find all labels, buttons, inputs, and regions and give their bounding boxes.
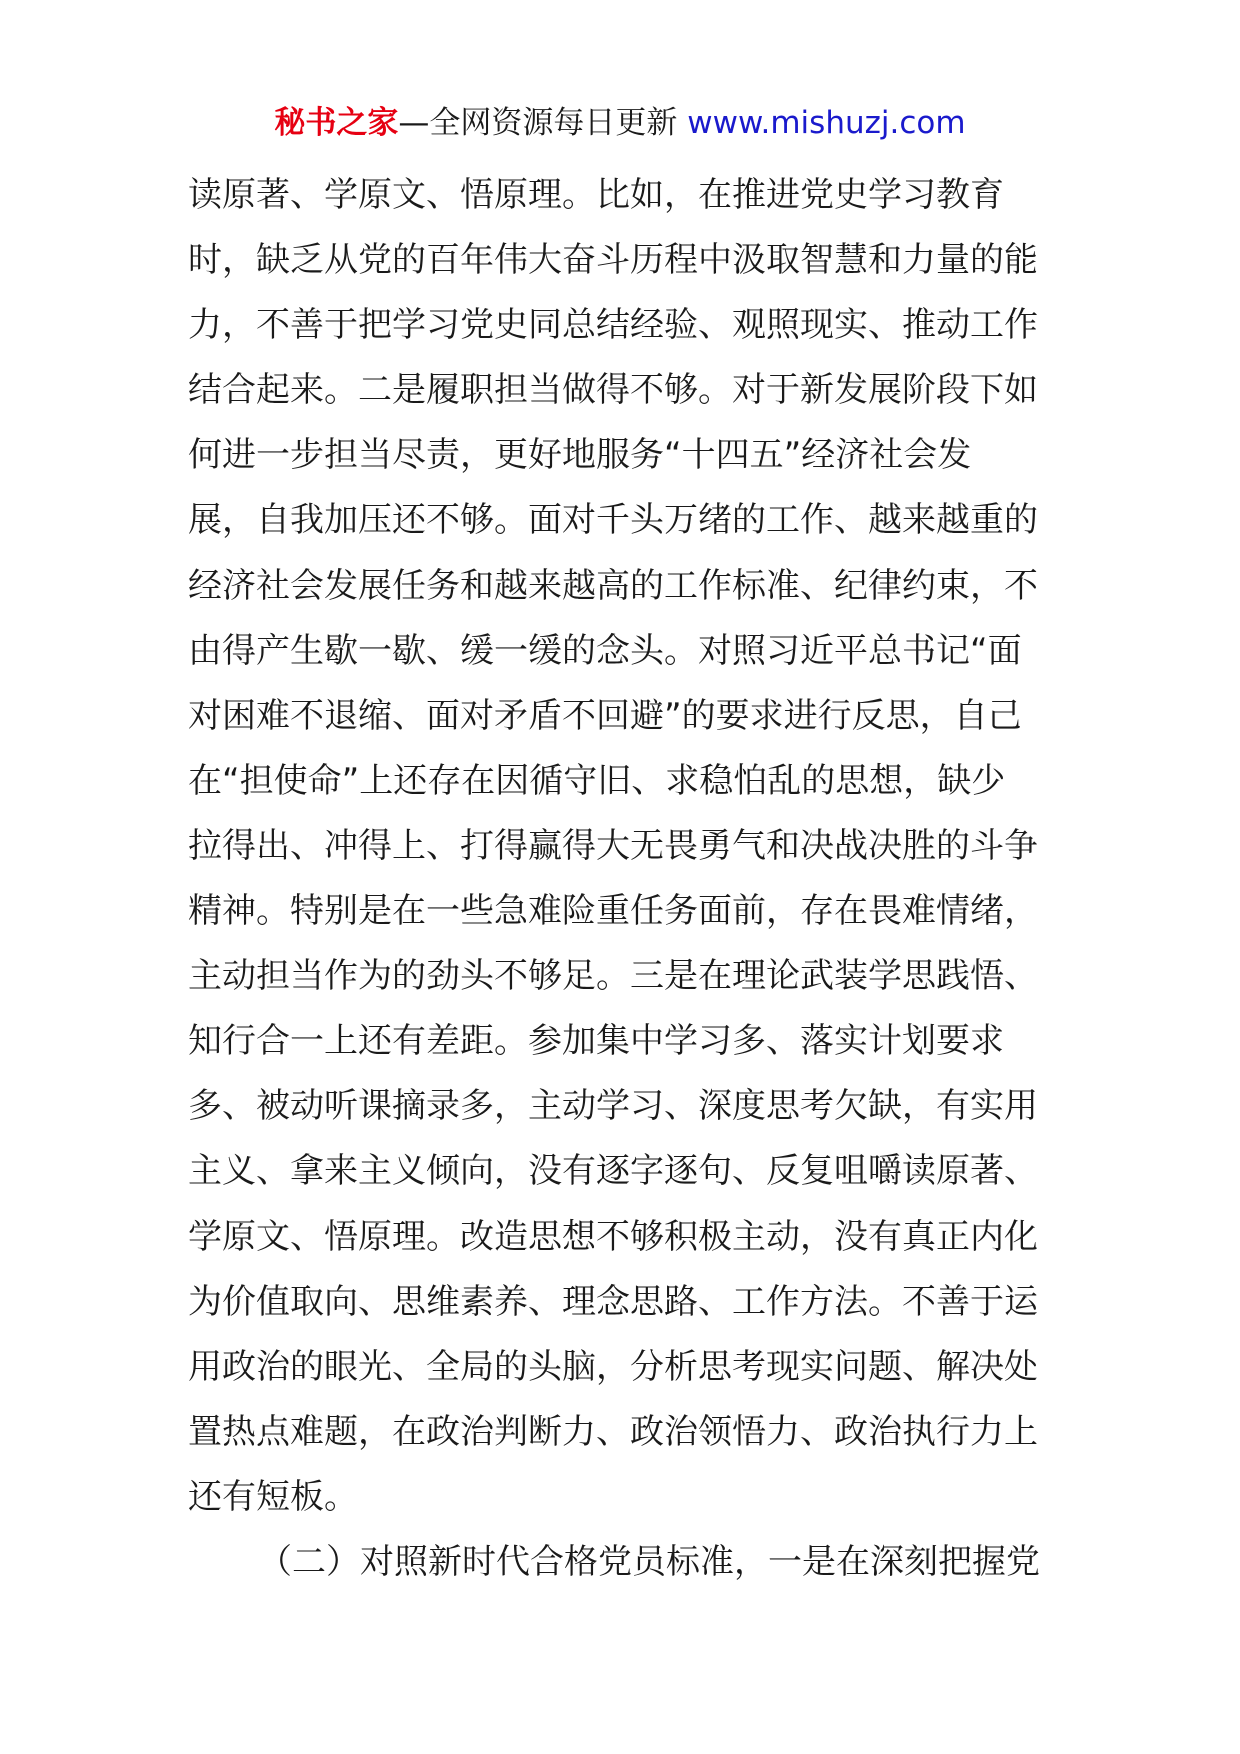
body-line: 对困难不退缩、面对矛盾不回避”的要求进行反思，自己 (188, 695, 1022, 736)
body-line: 为价值取向、思维素养、理念思路、工作方法。不善于运 (188, 1281, 1038, 1322)
body-line: 多、被动听课摘录多，主动学习、深度思考欠缺，有实用 (188, 1086, 1038, 1127)
body-line: 拉得出、冲得上、打得赢得大无畏勇气和决战决胜的斗争 (188, 825, 1038, 866)
body-line: 展，自我加压还不够。面对千头万绪的工作、越来越重的 (188, 500, 1038, 541)
body-line: 精神。特别是在一些急难险重任务面前，存在畏难情绪， (188, 891, 1038, 932)
body-line: 学原文、悟原理。改造思想不够积极主动，没有真正内化 (188, 1216, 1038, 1257)
body-line: 还有短板。 (188, 1476, 358, 1517)
body-line: 置热点难题，在政治判断力、政治领悟力、政治执行力上 (188, 1411, 1038, 1452)
body-line: 主动担当作为的劲头不够足。三是在理论武装学思践悟、 (188, 956, 1038, 997)
body-line: 力，不善于把学习党史同总结经验、观照现实、推动工作 (188, 305, 1038, 346)
body-line: 用政治的眼光、全局的头脑，分析思考现实问题、解决处 (188, 1346, 1038, 1387)
body-line: 何进一步担当尽责，更好地服务“十四五”经济社会发 (188, 435, 972, 476)
body-line: 主义、拿来主义倾向，没有逐字逐句、反复咀嚼读原著、 (188, 1151, 1038, 1192)
site-url-link[interactable]: www.mishuzj.com (687, 105, 966, 141)
body-line: 结合起来。二是履职担当做得不够。对于新发展阶段下如 (188, 370, 1038, 411)
document-body (188, 163, 1058, 1595)
body-line: 由得产生歇一歇、缓一缓的念头。对照习近平总书记“面 (188, 630, 1022, 671)
body-line: 在“担使命”上还存在因循守旧、求稳怕乱的思想，缺少 (188, 760, 1006, 801)
header-tagline: —全网资源每日更新 (398, 105, 688, 141)
watermark-header (0, 103, 1240, 143)
section-heading: （二）对照新时代合格党员标准，一是在深刻把握党 (258, 1541, 1040, 1582)
brand-name: 秘书之家 (274, 105, 399, 141)
body-line: 知行合一上还有差距。参加集中学习多、落实计划要求 (188, 1021, 1004, 1062)
body-line: 时，缺乏从党的百年伟大奋斗历程中汲取智慧和力量的能 (188, 240, 1038, 281)
body-line: 经济社会发展任务和越来越高的工作标准、纪律约束，不 (188, 565, 1038, 606)
body-line: 读原著、学原文、悟原理。比如，在推进党史学习教育 (188, 175, 1004, 215)
